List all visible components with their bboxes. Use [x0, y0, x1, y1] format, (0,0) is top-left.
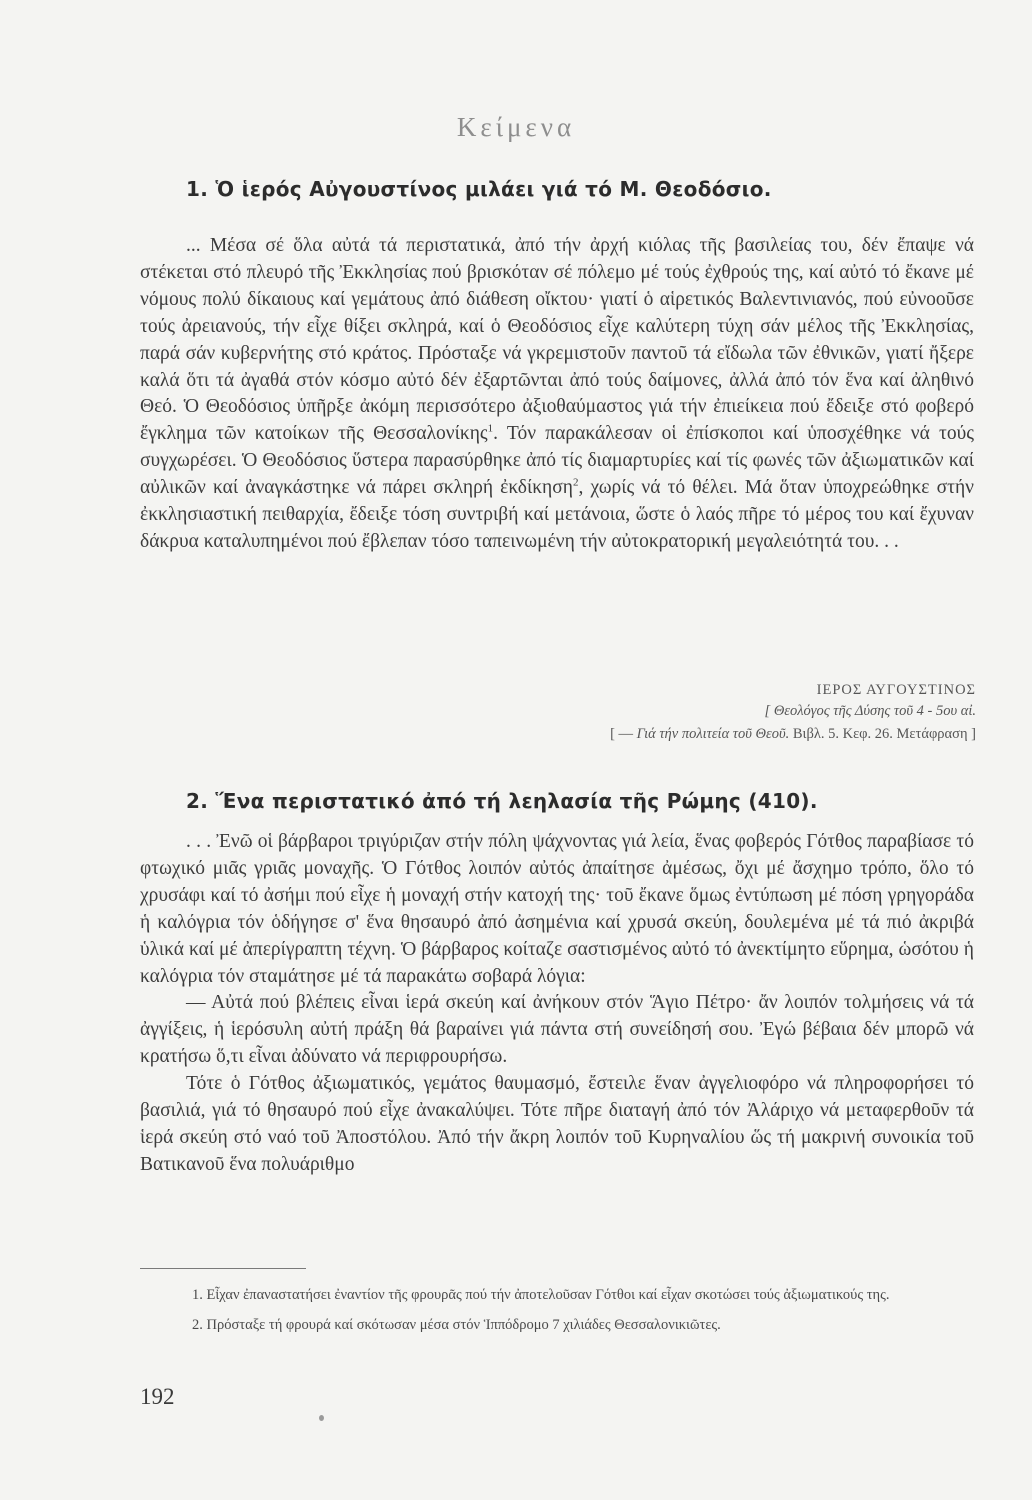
signature-reference [610, 726, 976, 743]
footnote-1: 1. Εἶχαν ἐπαναστατήσει ἐναντίον τῆς φρουρᾶς πού τήν ἀποτελοῦσαν Γότθοι καί εἶχαν σκοτώσει τούς ἀξιωματικούς της. [192, 1287, 890, 1303]
footnote-1-marker: 1 [487, 422, 494, 435]
page-number: 192 [140, 1384, 175, 1409]
signature-ref-title: Γιά τήν πολιτεία τοῦ Θεοῦ. [636, 726, 790, 742]
signature-ref-open: [ — [610, 726, 634, 742]
section-2-heading: 2. Ἕνα περιστατικό ἀπό τή λεηλασία τῆς Ρώμης (410). [186, 789, 818, 813]
section-1-text-c: , χωρίς νά τό θέλει. Μά ὅταν ὑποχρεώθηκε στήν ἐκκλησιαστική πειθαρχία, ἔδειξε τόση συντριβή καί μετάνοια, ὥστε ὁ λαός πῆρε τό μέρος του καί ἔχυναν δάκρυα καταλυπημένοι πού ἔβλεπαν τόσο ταπεινωμένη τήν αὐτοκρατορική μεγαλειότητά του. . . [140, 477, 974, 552]
section-2-paragraph-3: Τότε ὁ Γότθος ἀξιωματικός, γεμάτος θαυμασμό, ἔστειλε ἕναν ἀγγελιοφόρο νά πληροφορήσει τό βασιλιά, γιά τό θησαυρό πού εἶχε ἀνακαλύψει. Τότε πῆρε διαταγή ἀπό τόν Ἀλάριχο νά μεταφερθοῦν τά ἱερά σκεύη στό ναό τοῦ Ἀποστόλου. Ἀπό τήν ἄκρη λοιπόν τοῦ Κυρηναλίου ὥς τή μακρινή συνοικία τοῦ Βατικανοῦ ἕνα πολυάριθμο [140, 1073, 974, 1175]
footnote-2-marker: 2 [572, 476, 579, 489]
footnotes [140, 1283, 974, 1337]
section-1-text-a: ... Μέσα σέ ὅλα αὐτά τά περιστατικά, ἀπό τήν ἀρχή κιόλας τῆς βασιλείας του, δέν ἔπαψε νά στέκεται στό πλευρό τῆς Ἐκκλησίας πού βρισκόταν σέ πόλεμο μέ τούς ἐχθρούς της, καί αὐτό τό ἔκανε μέ νόμους πολύ δίκαιους καί γεμάτους ἀπό διάθεση οἴκτου· γιατί ὁ αἱρετικός Βαλεντινιανός, πού εὐνοοῦσε τούς ἀρειανούς, τήν εἶχε θίξει σκληρά, καί ὁ Θεοδόσιος εἶχε καλύτερη τύχη σάν μέλος τῆς Ἐκκλησίας, παρά σάν κυβερνήτης στό κράτος. Πρόσταξε νά γκρεμιστοῦν παντοῦ τά εἴδωλα τῶν ἐθνικῶν, γιατί ἤξερε καλά ὅτι τά ἀγαθά στόν κόσμο αὐτό δέν ἐξαρτῶνται ἀπό τούς δαίμονες, ἀλλά ἀπό τόν ἕνα καί ἀληθινό Θεό. Ὁ Θεοδόσιος ὑπῆρξε ἀκόμη περισσότερο ἀξιοθαύμαστος γιά τήν ἐπιείκεια πού ἔδειξε στό φοβερό ἔγκλημα τῶν κατοίκων τῆς Θεσσαλονίκης [140, 235, 974, 445]
signature-ref-rest: Βιβλ. 5. Κεφ. 26. Μετάφραση ] [792, 726, 976, 742]
running-title: Κείμενα [456, 112, 576, 142]
section-1-paragraph [140, 233, 974, 556]
section-2-body [140, 829, 974, 1179]
section-1-body [140, 233, 974, 556]
section-1-heading: 1. Ὁ ἱερός Αὐγουστίνος μιλάει γιά τό Μ. Θεοδόσιο. [186, 177, 772, 201]
signature-author: ΙΕΡΟΣ ΑΥΓΟΥΣΤΙΝΟΣ [816, 682, 976, 698]
footnote-2: 2. Πρόσταξε τή φρουρά καί σκότωσαν μέσα στόν Ἱππόδρομο 7 χιλιάδες Θεσσαλονικιῶτες. [192, 1317, 721, 1333]
section-2-paragraph-1: . . . Ἐνῶ οἱ βάρβαροι τριγύριζαν στήν πόλη ψάχνοντας γιά λεία, ἕνας φοβερός Γότθος παραβίασε τό φτωχικό μιᾶς γριᾶς μοναχῆς. Ὁ Γότθος λοιπόν αὐτός ἀπαίτησε ἀμέσως, ὄχι μέ ἄσχημο τρόπο, ὅλο τό χρυσάφι καί τό ἀσήμι πού εἶχε ἡ μοναχή στήν κατοχή της· τοῦ ἔκανε ὅμως ἐντύπωση μέ πόση γρηγοράδα ἡ καλόγρια τόν ὁδήγησε σ' ἕνα θησαυρό ἀπό ἀσημένια καί χρυσά σκεύη, δουλεμένα μέ τά πιό ἀκριβά ὑλικά καί μέ ἀπερίγραπτη τέχνη. Ὁ βάρβαρος κοίταζε σαστισμένος αὐτό τό ἀνεκτίμητο εὕρημα, ὡσότου ἡ καλόγρια τόν σταμάτησε μέ τά παρακάτω σοβαρά λόγια: [140, 831, 974, 987]
print-speck [319, 1415, 324, 1421]
footnote-rule [140, 1268, 306, 1269]
section-2-paragraph-2: — Αὐτά πού βλέπεις εἶναι ἱερά σκεύη καί ἀνήκουν στόν Ἅγιο Πέτρο· ἄν λοιπόν τολμήσεις νά τά ἀγγίξεις, ἡ ἱερόσυλη αὐτή πράξη θά βαραίνει γιά πάντα στή συνείδησή σου. Ἐγώ βέβαια δέν μπορῶ νά κρατήσω ὅ,τι εἶναι ἀδύνατο νά περιφρουρήσω. [140, 992, 974, 1068]
section-1-text-b: . Τόν παρακάλεσαν οἱ ἐπίσκοποι καί ὑποσχέθηκε νά τούς συγχωρέσει. Ὁ Θεοδόσιος ὕστερα παρασύρθηκε ἀπό τίς διαμαρτυρίες καί τίς φωνές τῶν ἀξιωματικῶν καί αὐλικῶν καί ἀναγκάστηκε νά πάρει σκληρή ἐκδίκηση [140, 423, 975, 499]
signature-work: [ Θεολόγος τῆς Δύσης τοῦ 4 - 5ου αἰ. [764, 703, 976, 719]
